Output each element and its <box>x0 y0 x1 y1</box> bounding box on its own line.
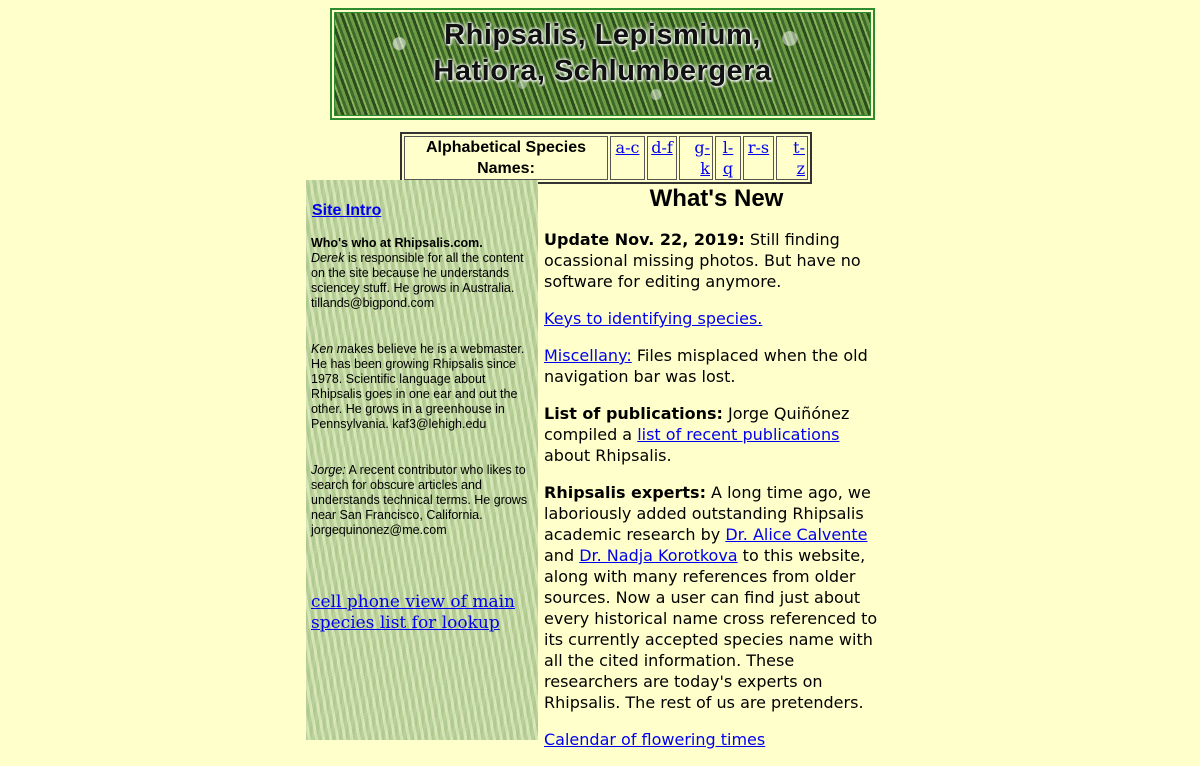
ken-text: akes believe he is a webmaster. He has been growing Rhipsalis since 1978. Scientific language about Rhipsalis goes in one ear and out the other. He grows in a greenhouse in Pennsylvania. kaf3@lehigh.edu <box>311 342 525 431</box>
publications-link[interactable]: list of recent publications <box>637 425 840 444</box>
keys-paragraph <box>544 308 889 329</box>
nav-link-l-q[interactable]: l-q <box>722 138 734 178</box>
miscellany-paragraph <box>544 345 889 387</box>
experts-paragraph <box>544 482 889 713</box>
experts-text-3: to this website, along with many references from older sources. Now a user can find just about every historical name cross referenced to its currently accepted species name with all the cited information. These researchers are today's experts on Rhipsalis. The rest of us are pretenders. <box>544 546 878 712</box>
left-sidebar <box>306 180 538 740</box>
update-text: Still finding ocassional missing photos. But have no software for editing anymore. <box>544 230 861 291</box>
publications-text-2: about Rhipsalis. <box>544 446 672 465</box>
experts-text-2: and <box>544 546 580 565</box>
derek-bio <box>311 251 537 311</box>
update-label: Update Nov. 22, 2019: <box>544 230 745 249</box>
cell-phone-view-link[interactable]: cell phone view of main species list for lookup <box>311 592 515 633</box>
site-intro-link[interactable]: Site Intro <box>312 202 382 219</box>
nav-link-a-c[interactable]: a-c <box>615 138 640 157</box>
nav-link-t-z[interactable]: t-z <box>793 138 805 178</box>
whos-who-section <box>311 236 537 554</box>
korotkova-link[interactable]: Dr. Nadja Korotkova <box>579 546 738 565</box>
derek-name: Derek <box>311 251 345 265</box>
derek-text: is responsible for all the content on the site because he understands sciencey stuff. He grows in Australia. tillands@bigpond.com <box>311 251 524 310</box>
experts-label: Rhipsalis experts: <box>544 483 706 502</box>
jorge-name: Jorge: <box>311 463 346 477</box>
banner-image <box>334 12 871 116</box>
miscellany-link[interactable]: Miscellany: <box>544 346 632 365</box>
whos-who-title: Who's who at Rhipsalis.com. <box>311 236 483 250</box>
nav-link-d-f[interactable]: d-f <box>651 138 673 157</box>
calvente-link[interactable]: Dr. Alice Calvente <box>725 525 868 544</box>
nav-link-g-k[interactable]: g-k <box>694 138 710 178</box>
publications-label: List of publications: <box>544 404 723 423</box>
nav-link-r-s[interactable]: r-s <box>747 138 770 157</box>
jorge-text: A recent contributor who likes to search for obscure articles and understands technical terms. He grows near San Francisco, California. jorgequinonez@me.com <box>311 463 528 537</box>
ken-name: Ken m <box>311 342 348 356</box>
ken-bio <box>311 342 537 432</box>
whats-new-heading: What's New <box>649 185 784 212</box>
update-paragraph <box>544 229 889 292</box>
keys-link[interactable]: Keys to identifying species. <box>544 309 763 328</box>
jorge-bio <box>311 463 537 538</box>
calendar-link[interactable]: Calendar of flowering times <box>544 730 766 749</box>
banner-title-line-2: Hatiora, Schlumbergera <box>433 55 772 87</box>
experts-text-1: A long time ago, we laboriously added outstanding Rhipsalis academic research by <box>544 483 871 544</box>
species-nav-label: Alphabetical Species Names: <box>404 136 608 180</box>
species-nav-table <box>400 132 812 184</box>
banner-title-line-1: Rhipsalis, Lepismium, <box>444 19 761 51</box>
banner-title <box>335 17 870 89</box>
main-content <box>544 184 889 766</box>
publications-text-1: Jorge Quiñónez compiled a <box>544 404 850 444</box>
publications-paragraph <box>544 403 889 466</box>
miscellany-text: Files misplaced when the old navigation bar was lost. <box>544 346 868 386</box>
site-banner <box>330 8 875 120</box>
